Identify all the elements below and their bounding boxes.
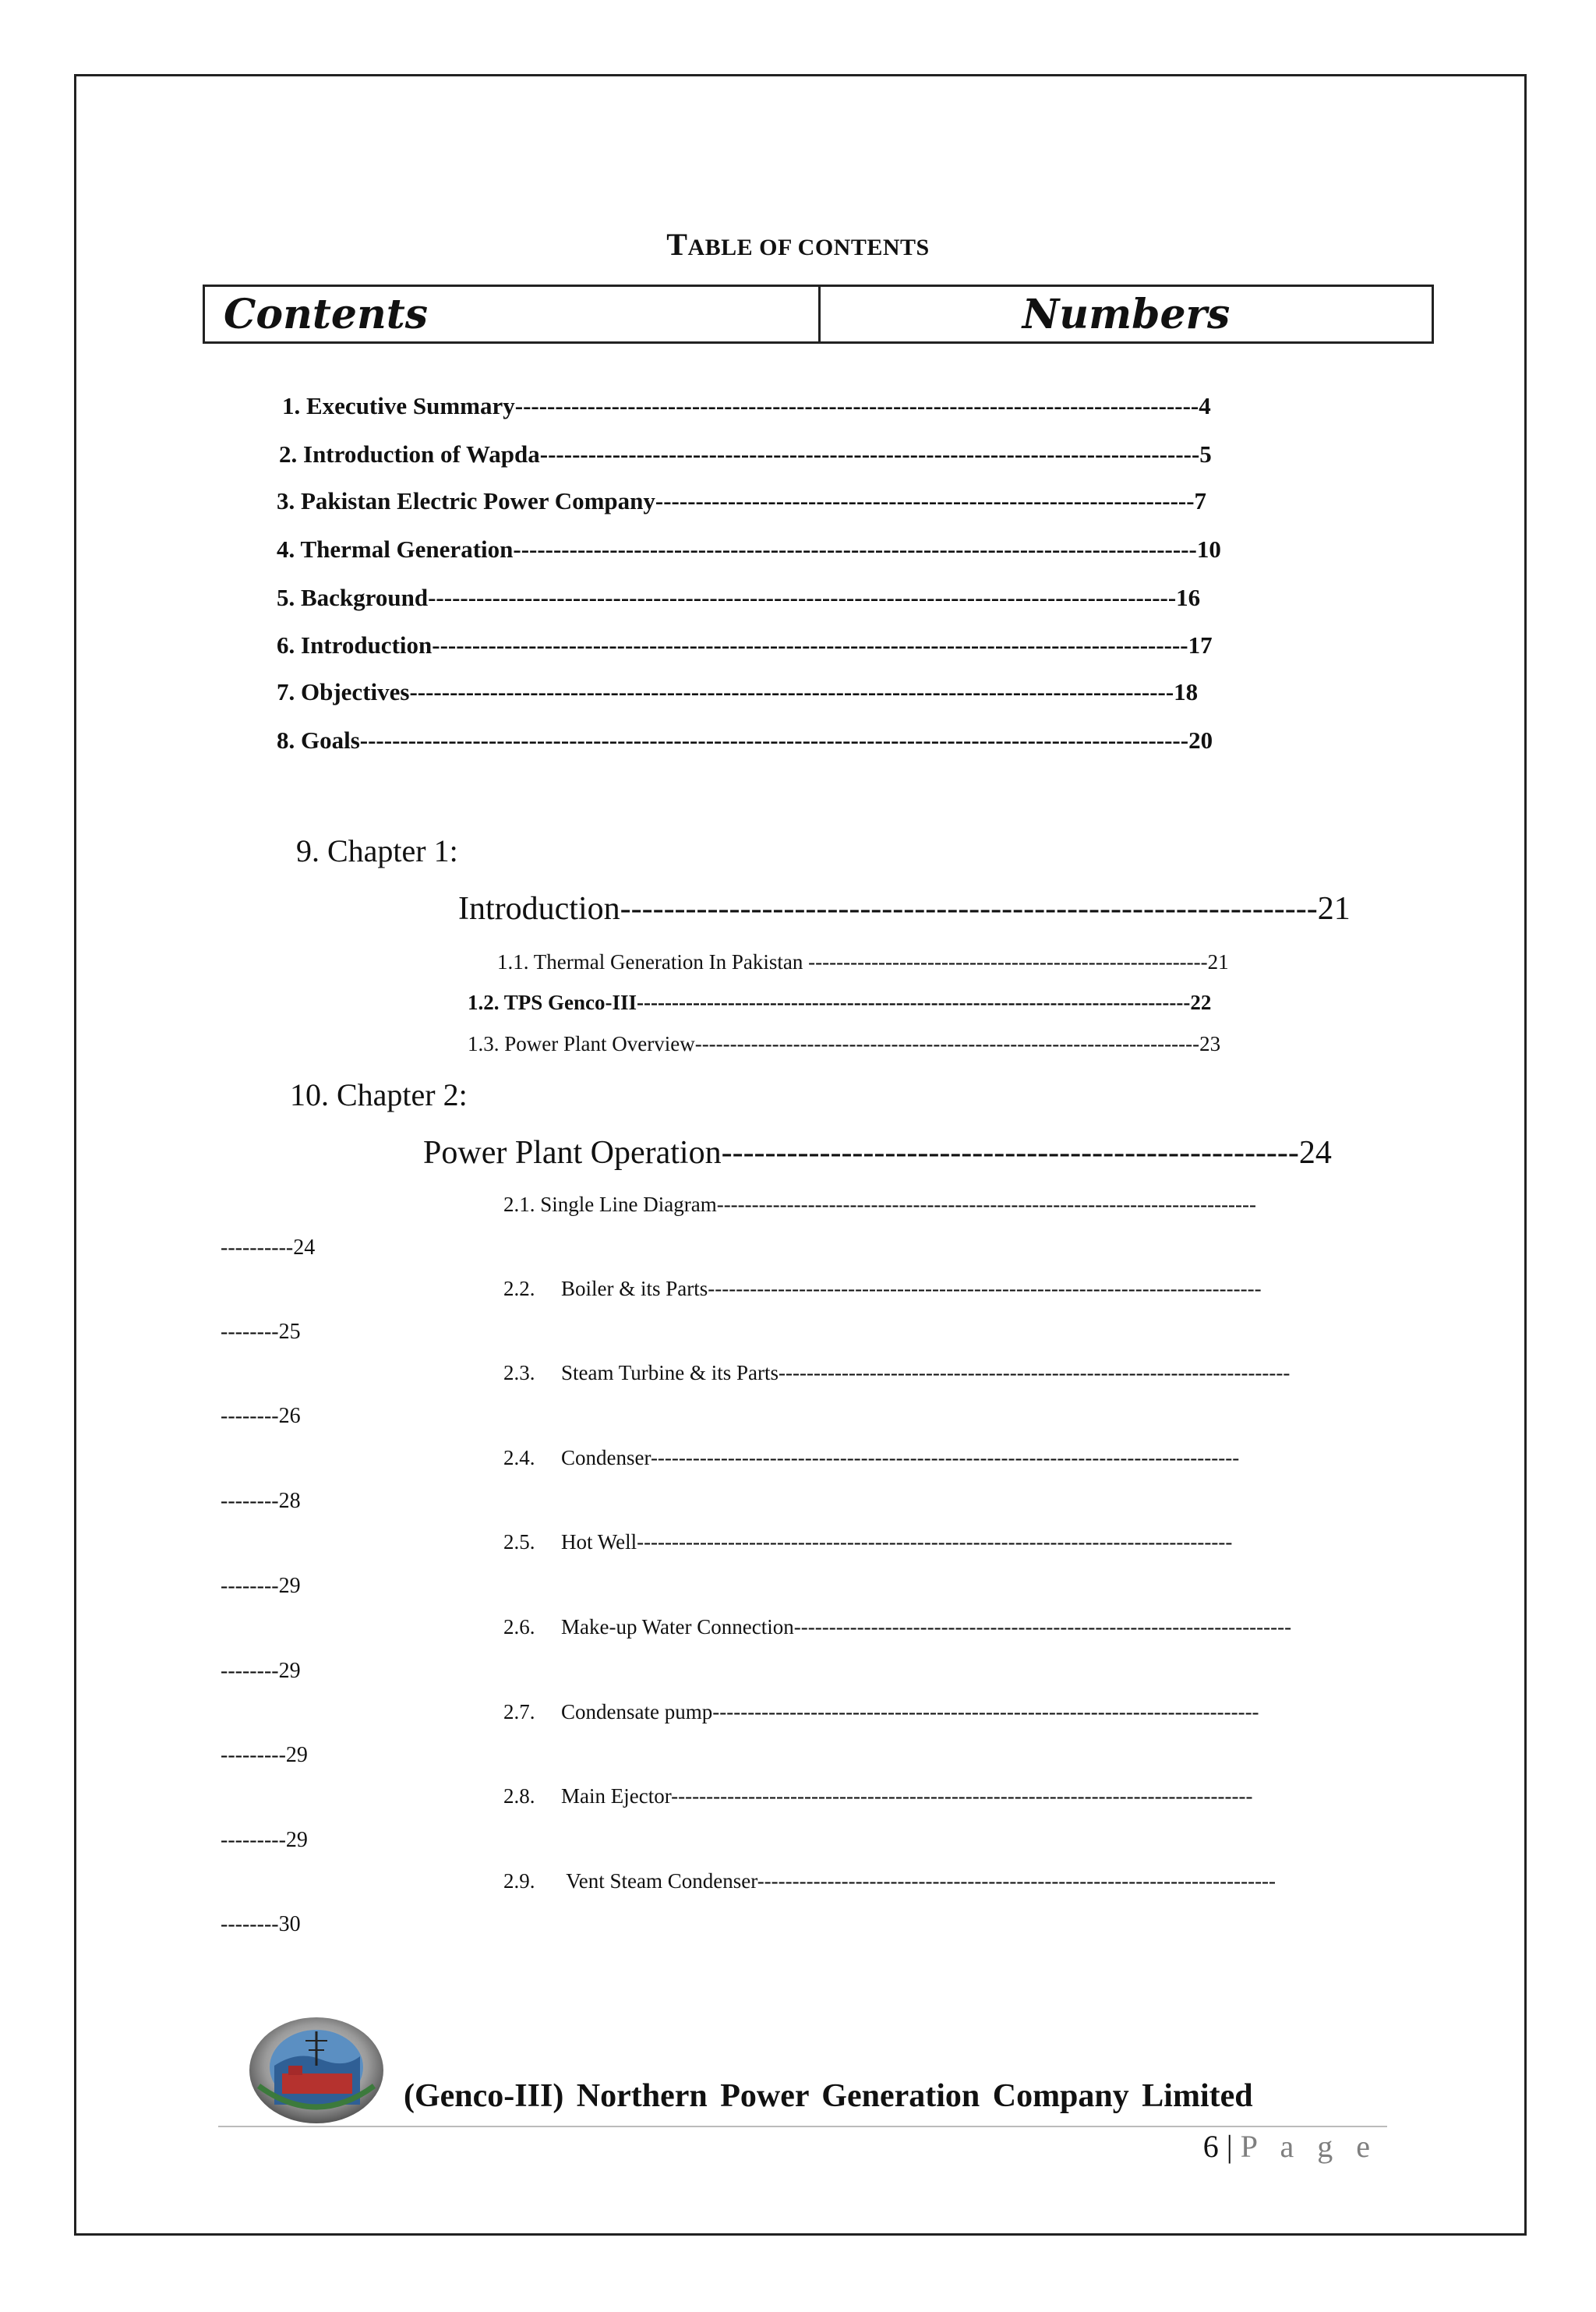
toc-sub-entry-2-6-page: --------29 bbox=[221, 1659, 301, 1683]
chapter-2-operation-entry[interactable]: Power Plant Operation-----------------------------------------------------24 bbox=[423, 1135, 1332, 1171]
toc-sub-entry-2-8[interactable]: 2.8. Main Ejector----------------------------------------------------------------------------------- bbox=[503, 1784, 1253, 1808]
toc-sub-entry-2-5-page: --------29 bbox=[221, 1574, 301, 1598]
toc-entry-introduction-of-wapda[interactable]: 2. Introduction of Wapda----------------------------------------------------------------------------------5 bbox=[279, 440, 1212, 468]
toc-sub-entry-2-1[interactable]: 2.1. Single Line Diagram----------------------------------------------------------------------------- bbox=[503, 1193, 1257, 1216]
toc-sub-entry-2-9[interactable]: 2.9. Vent Steam Condenser-------------------------------------------------------------------------- bbox=[503, 1869, 1276, 1893]
chapter-1-introduction-entry[interactable]: Introduction----------------------------------------------------------------21 bbox=[458, 891, 1351, 927]
chapter-2-heading: 10. Chapter 2: bbox=[290, 1077, 468, 1112]
footer-rule bbox=[218, 2126, 1387, 2127]
toc-sub-entry-2-4[interactable]: 2.4. Condenser------------------------------------------------------------------------------------ bbox=[503, 1446, 1240, 1469]
wapda-emblem-icon bbox=[243, 2011, 390, 2126]
toc-entry-objectives[interactable]: 7. Objectives-----------------------------------------------------------------------------------------------18 bbox=[277, 678, 1199, 705]
toc-sub-entry-2-9-page: --------30 bbox=[221, 1912, 301, 1936]
toc-sub-entry-1-2[interactable]: 1.2. TPS Genco-III-------------------------------------------------------------------------------22 bbox=[468, 991, 1212, 1014]
toc-sub-entry-2-7-page: ---------29 bbox=[221, 1743, 308, 1767]
contents-header: Contents bbox=[205, 287, 821, 341]
chapter-1-heading: 9. Chapter 1: bbox=[296, 833, 458, 868]
page-number: 6 bbox=[1202, 2129, 1219, 2164]
toc-sub-entry-2-1-page: ----------24 bbox=[221, 1236, 316, 1260]
toc-entry-pepco[interactable]: 3. Pakistan Electric Power Company-------------------------------------------------------------------7 bbox=[277, 487, 1207, 514]
toc-sub-entry-2-4-page: --------28 bbox=[221, 1489, 301, 1513]
toc-header-table bbox=[203, 285, 1434, 344]
toc-entry-background[interactable]: 5. Background---------------------------------------------------------------------------------------------16 bbox=[277, 584, 1201, 611]
toc-sub-entry-2-3[interactable]: 2.3. Steam Turbine & its Parts------------------------------------------------------------------------- bbox=[503, 1361, 1291, 1384]
toc-sub-entry-2-2[interactable]: 2.2. Boiler & its Parts------------------------------------------------------------------------------- bbox=[503, 1277, 1262, 1300]
toc-sub-entry-2-8-page: ---------29 bbox=[221, 1828, 308, 1852]
numbers-header: Numbers bbox=[1022, 290, 1231, 338]
toc-sub-entry-1-1[interactable]: 1.1. Thermal Generation In Pakistan ---------------------------------------------------------21 bbox=[497, 950, 1229, 974]
company-name-footer: (Genco-III) Northern Power Generation Company Limited bbox=[404, 2078, 1253, 2114]
toc-title: TABLE OF CONTENTS bbox=[666, 227, 930, 262]
toc-entry-goals[interactable]: 8. Goals-------------------------------------------------------------------------------------------------------20 bbox=[277, 726, 1213, 754]
toc-entry-executive-summary[interactable]: 1. Executive Summary-------------------------------------------------------------------------------------4 bbox=[282, 392, 1211, 419]
page-number-footer bbox=[1203, 2128, 1378, 2165]
toc-sub-entry-2-7[interactable]: 2.7. Condensate pump------------------------------------------------------------------------------ bbox=[503, 1700, 1259, 1723]
toc-entry-thermal-generation[interactable]: 4. Thermal Generation-------------------------------------------------------------------------------------10 bbox=[277, 536, 1221, 563]
toc-sub-entry-2-6[interactable]: 2.6. Make-up Water Connection----------------------------------------------------------------------- bbox=[503, 1615, 1292, 1639]
page-separator: | bbox=[1226, 2129, 1233, 2164]
page-word: P a g e bbox=[1240, 2129, 1378, 2164]
toc-sub-entry-2-2-page: --------25 bbox=[221, 1320, 301, 1344]
toc-sub-entry-1-3[interactable]: 1.3. Power Plant Overview------------------------------------------------------------------------23 bbox=[468, 1032, 1221, 1055]
toc-sub-entry-2-5[interactable]: 2.5. Hot Well------------------------------------------------------------------------------------- bbox=[503, 1530, 1233, 1554]
toc-entry-introduction[interactable]: 6. Introduction----------------------------------------------------------------------------------------------17 bbox=[277, 631, 1213, 659]
toc-sub-entry-2-3-page: --------26 bbox=[221, 1404, 301, 1428]
